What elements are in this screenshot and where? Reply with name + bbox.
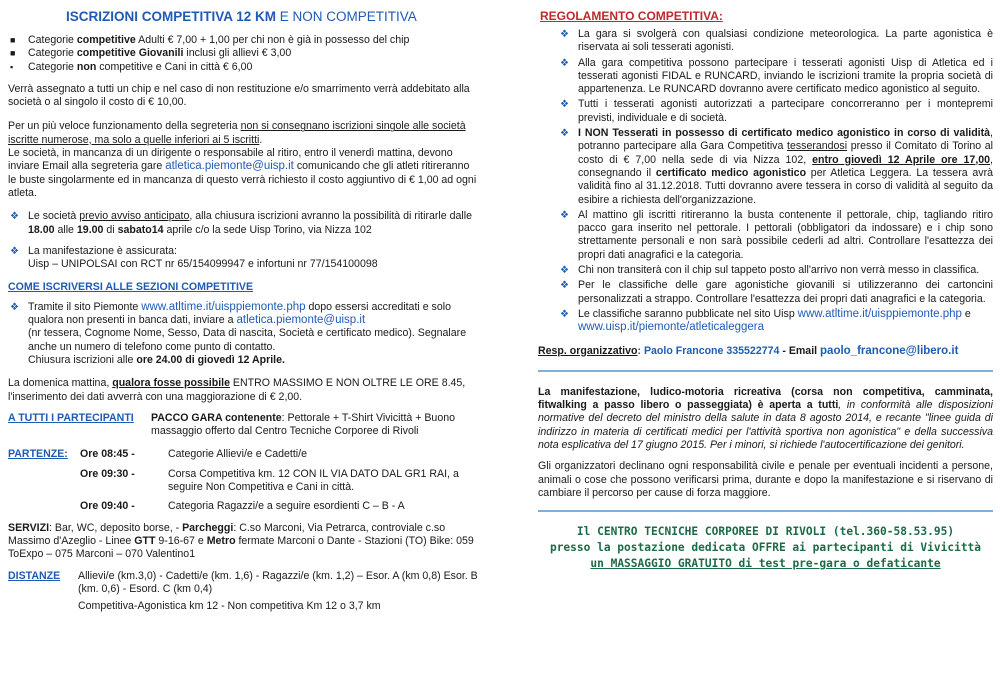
- regolamento-title: REGOLAMENTO COMPETITIVA:: [540, 9, 723, 23]
- diamond-bullet-icon: ❖: [560, 265, 569, 277]
- rule-item: ❖ Tutti i tesserati agonisti autorizzati a partecipare concorreranno per i montepremi previsti, individuale e di società.: [560, 98, 993, 124]
- pacco-text: PACCO GARA contenente: Pettorale + T-Shirt Vivicittà + Buono massaggio offerto dal Centro Tecniche Corporee di Rivoli: [151, 411, 455, 438]
- rule-item: ❖ Le classifiche saranno pubblicate nel sito Uisp www.atltime.it/uisppiemonte.php e www.uisp.it/piemonte/atleticaleggera: [560, 307, 971, 334]
- diamond-bullet-icon: ❖: [560, 29, 569, 40]
- diamond-bullet-icon: ❖: [560, 128, 569, 140]
- resp-email-link[interactable]: paolo_francone@libero.it: [820, 344, 959, 357]
- rule-item: ❖ Alla gara competitiva possono partecipare i tesserati agonisti Uisp di Atletica ed i tesserati agonisti FIDAL e RUNCARD, inviando le iscrizioni tramite la propria società di appartenenza. Le RUNCARD dovranno avere certificato medico agonistico al seguito.: [560, 56, 993, 96]
- title-main: ISCRIZIONI COMPETITIVA 12 KM: [66, 9, 277, 24]
- left-title: [66, 8, 478, 26]
- distanze-label: DISTANZE: [8, 569, 61, 582]
- pacco-gara-row: [8, 412, 478, 439]
- diamond-bullet-icon: ❖: [10, 211, 19, 223]
- partenza-row: Ore 08:45 - Categorie Allievi/e e Cadetti/e: [80, 448, 307, 461]
- societa-note: Le società, in mancanza di un dirigente o responsabile al ritiro, entro il venerdì mattina, devono inviare Email alla segreteria gare atletica.piemonte@uisp.it comunicando che gli atleti ritireranno le buste singolarmente ed in mancanza di questo verrà richiesto il costo aggiuntivo di € 1,00 ad ogni atleta.: [8, 147, 477, 199]
- atltime-link[interactable]: www.atltime.it/uisppiemonte.php: [141, 300, 306, 313]
- domenica-note: La domenica mattina, qualora fosse possibile ENTRO MASSIMO E NON OLTRE LE ORE 8.45, l'inserimento dei dati avverrà con una maggiorazione di € 2,00.: [8, 377, 466, 403]
- diamond-bullet-icon: ❖: [560, 280, 569, 292]
- rule-item: ❖ Per le classifiche delle gare agonistiche giovanili si utilizzeranno dei cartoncini personalizzati a strappo. Controllare l'esattezza dei propri dati anagrafici e la categoria.: [560, 279, 993, 305]
- partenza-row: Ore 09:30 - Corsa Competitiva km. 12 CON IL VIA DATO DAL GR1 RAI, a seguire Non Competitiva e Cani in città.: [80, 467, 459, 494]
- diamond-bullet-icon: ❖: [10, 301, 19, 313]
- square-bullet-icon: ▪: [10, 61, 14, 72]
- resp-organizzativo: Resp. organizzativo: Paolo Francone 335522774 - Email paolo_francone@libero.it: [538, 344, 959, 357]
- square-bullet-icon: ■: [10, 48, 16, 59]
- diamond-bullet-icon: ❖: [560, 57, 569, 69]
- declino-note: Gli organizzatori declinano ogni responsabilità civile e penale per eventuali incidenti a persone, animali o cose che possono verificarsi prima, durante e dopo la manifestazione e si riservano di cambiare il percorso per cause di forza maggiore.: [538, 460, 993, 499]
- left-column: [8, 8, 478, 613]
- category-item: ■ Categorie competitive Adulti € 7,00 + 1,00 per chi non è già in possesso del chip: [10, 34, 410, 46]
- centro-line-3: un MASSAGGIO GRATUITO di test pre-gara o defaticante: [590, 557, 941, 571]
- partenze-list: [80, 448, 478, 513]
- diamond-bullet-icon: ❖: [560, 308, 569, 320]
- classifiche-link-1[interactable]: www.atltime.it/uisppiemonte.php: [797, 307, 962, 320]
- classifiche-link-2[interactable]: www.uisp.it/piemonte/atleticaleggera: [578, 321, 765, 334]
- rule-item: ❖ La gara si svolgerà con qualsiasi condizione meteorologica. La parte agonistica è riservata ai soli tesserati agonisti.: [560, 28, 993, 54]
- category-item: ■ Categorie competitive Giovanili inclusi gli allievi € 3,00: [10, 47, 292, 60]
- rule-item: ❖ Al mattino gli iscritti ritireranno la busta contenente il pettorale, chip, tagliando ritiro pacco gara inserito nel pettorale. I pettorali (obbligatori da indossare) e i chip sono strettamente personali e non sarà possibile cederli ad altri. Controllare l'esattezza dei propri dati anagrafici e la categoria.: [560, 208, 993, 261]
- iscrizioni-email-link[interactable]: atletica.piemonte@uisp.it: [236, 314, 366, 327]
- divider: [538, 370, 993, 372]
- avviso-item: ❖ Le società previo avviso anticipato, alla chiusura iscrizioni avranno la possibilità di ritirarle dalle 18.00 alle 19.00 di sabato14 aprile c/o la sede Uisp Torino, via Nizza 102: [10, 210, 473, 236]
- segreteria-note: Per un più veloce funzionamento della segreteria non si consegnano iscrizioni singole alle società iscritte numerose, ma solo a quelle inferiori ai 5 iscritti.: [8, 120, 466, 146]
- chiusura-note: Chiusura iscrizioni alle ore 24.00 di giovedì 12 Aprile.: [28, 353, 285, 366]
- centro-promo: [538, 524, 993, 572]
- square-bullet-icon: ■: [10, 35, 16, 45]
- chip-note: Verrà assegnato a tutti un chip e nel caso di non restituzione e/o smarrimento verrà addebitato alla società o al singolo il costo di € 10,00.: [8, 82, 470, 109]
- centro-line-2: presso la postazione dedicata OFFRE ai partecipanti di Vivicittà: [549, 541, 982, 555]
- categories-list: [8, 34, 478, 74]
- category-item: ▪ Categorie non competitive e Cani in città € 6,00: [10, 60, 253, 73]
- assicurazione-item: ❖ La manifestazione è assicurata: Uisp – UNIPOLSAI con RCT nr 65/154099947 e infortuni nr 77/154100098: [10, 244, 378, 271]
- manifestazione-note: La manifestazione, ludico-motoria ricreativa (corsa non competitiva, camminata, fitwalking a passo libero o passeggiata) è aperta a tutti, in conformità alle disposizioni normative del decreto del ministro della salute in data 8 agosto 2014, e recante "linee guida di indirizzo in materia di certificati medici per l'attività sportiva non agonistica" e della successiva nota esplicativa del 17 giugno 2015. Per i minori, si richiede l'autocertificazione dei genitori.: [538, 385, 993, 452]
- distanze-block: [8, 570, 478, 614]
- right-column: [538, 8, 993, 572]
- diamond-bullet-icon: ❖: [560, 99, 569, 111]
- come-iscriversi-heading: COME ISCRIVERSI ALLE SEZIONI COMPETITIVE: [8, 281, 254, 294]
- segreteria-email-link[interactable]: atletica.piemonte@uisp.it: [165, 160, 294, 173]
- distanze-text: Allievi/e (km.3,0) - Cadetti/e (km. 1,6) - Ragazzi/e (km. 1,2) – Esor. A (km 0,8) Esor. B (km. 0,6) - Esord. C (km 0,4) Competitiva-Agonistica km 12 - Non competitiva Km 12 o 3,7 km: [78, 569, 478, 613]
- tutti-label: A TUTTI I PARTECIPANTI: [8, 411, 134, 424]
- divider: [538, 510, 993, 512]
- servizi-note: SERVIZI: Bar, WC, deposito borse, - Parcheggi: C.so Marconi, Via Petrarca, controviale c.so Massimo d'Azeglio - Linee GTT 9-16-67 e Metro fermate Marconi o Dante - Stazioni (TO) Bike: 059 ToExpo – 075 Marconi – 070 Valentino1: [8, 521, 474, 561]
- partenza-row: Ore 09:40 - Categoria Ragazzi/e a seguire esordienti C – B - A: [80, 500, 405, 513]
- rule-item: ❖ I NON Tesserati in possesso di certificato medico agonistico in corso di validità, potranno partecipare alla Gara Competitiva tesserandosi presso il Comitato di Torino al costo di € 7,00 nella sede di via Nizza 102, entro giovedì 12 Aprile ore 17,00, consegnando il certificato medico agonistico per Atletica Leggera. La tessera avrà validità fino al 31.12.2018. Tutti dovranno avere tessera in corso di validità al seguito da esibire a richiesta dell'organizzazione.: [560, 127, 993, 206]
- partenze-block: [8, 448, 478, 513]
- diamond-bullet-icon: ❖: [560, 209, 569, 221]
- diamond-bullet-icon: ❖: [10, 245, 19, 257]
- centro-line-1: Il CENTRO TECNICHE CORPOREE DI RIVOLI (tel.360-58.53.95): [576, 525, 955, 539]
- partenze-label: PARTENZE:: [8, 448, 68, 461]
- come-iscriversi-item: ❖ Tramite il sito Piemonte www.atltime.it/uisppiemonte.php dopo essersi accreditati e solo qualora non presenti in banca dati, inviare a atletica.piemonte@uisp.it (nr tessera, Cognome Nome, Sesso, Data di nascita, Società e certificato medico). Segnalare anche un numero di telefono come punto di contatto.: [10, 300, 467, 353]
- rule-item: ❖ Chi non transiterà con il chip sul tappeto posto all'arrivo non verrà messo in classifica.: [560, 264, 980, 277]
- title-sub: E NON COMPETITIVA: [276, 9, 417, 24]
